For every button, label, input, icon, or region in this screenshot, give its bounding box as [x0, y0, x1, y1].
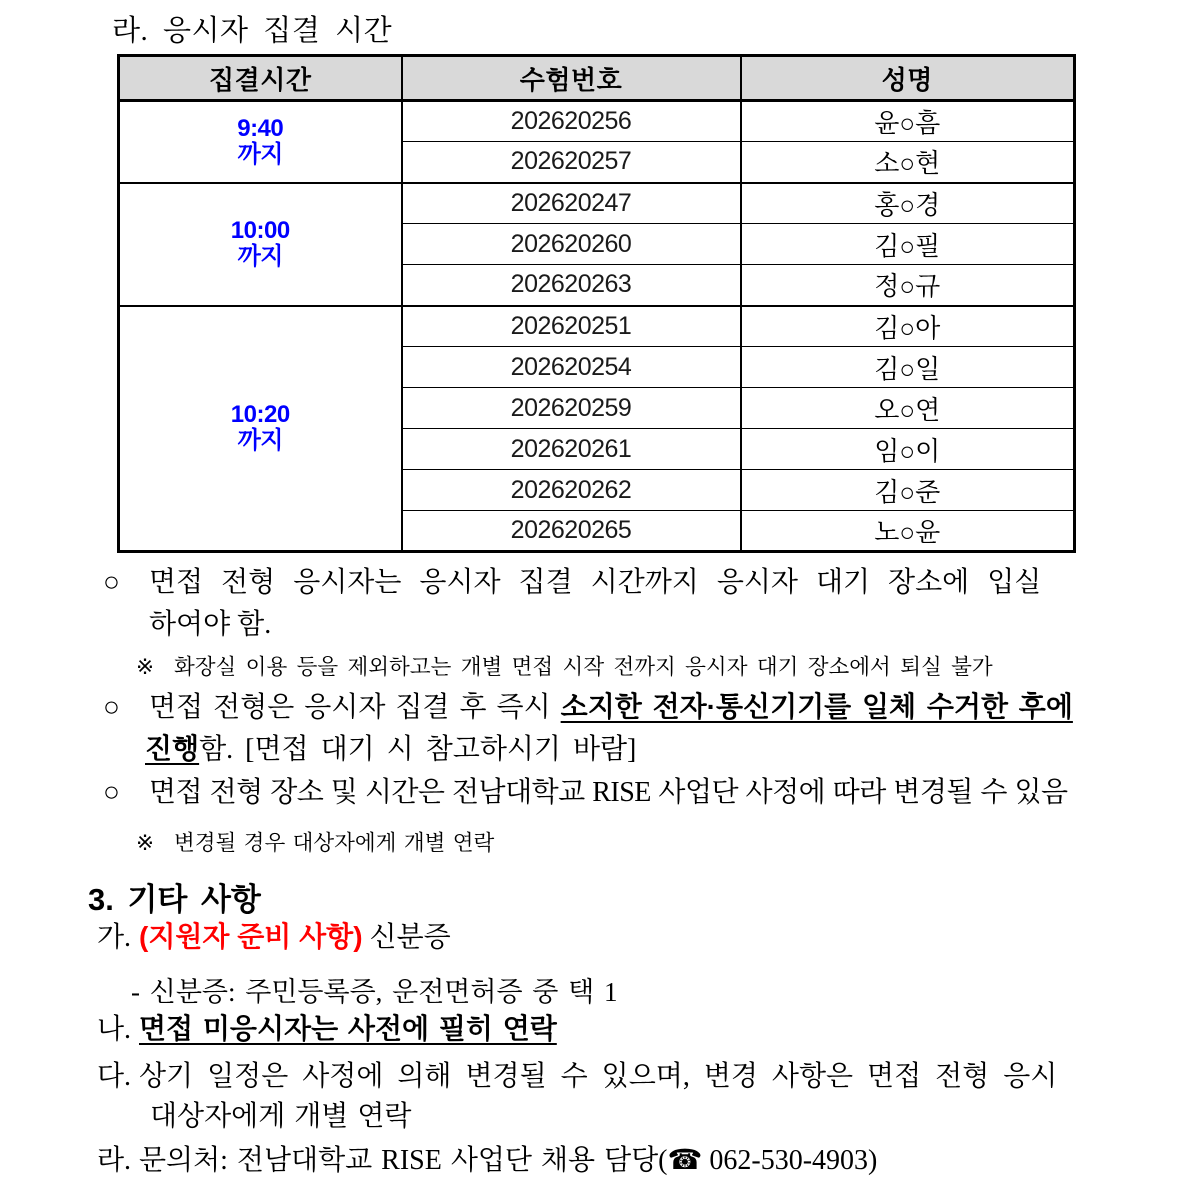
item-da-line1: 상기 일정은 사정에 의해 변경될 수 있으며, 변경 사항은 면접 전형 응시: [139, 1061, 1058, 1092]
exam-number: 202620265: [402, 511, 741, 552]
item-ga: [97, 920, 451, 955]
notice-entry-line1: 면접 전형 응시자는 응시자 집결 시간까지 응시자 대기 장소에 입실: [149, 567, 1042, 598]
assembly-time: 10:00: [230, 217, 290, 244]
notice-device-bold: 소지한 전자·통신기기를 일체 수거한 후에: [560, 691, 1073, 722]
note-no-exit: [136, 650, 993, 681]
notice-schedule-change: [103, 776, 1068, 810]
exam-number: 202620256: [402, 101, 741, 142]
col-header-name: 성명: [741, 56, 1075, 101]
notice-device-collection: [103, 690, 1073, 725]
candidate-name: 정○규: [741, 265, 1075, 306]
notice-entry-time: [103, 566, 1041, 600]
note-no-exit-text: 화장실 이용 등을 제외하고는 개별 면접 시작 전까지 응시자 대기 장소에서 퇴실 불가: [174, 655, 993, 679]
item-ga-sub: - 신분증: 주민등록증, 운전면허증 중 택 1: [131, 977, 618, 1007]
candidate-name: 임○이: [741, 429, 1075, 470]
notice-device-rest: 함. [면접 대기 시 참고하시기 바람]: [199, 734, 637, 765]
candidate-name: 김○필: [741, 224, 1075, 265]
item-da-line2: 대상자에게 개별 연락: [150, 1101, 412, 1132]
section-d-title: 라. 응시자 집결 시간: [112, 15, 393, 47]
item-na-label: 나.: [97, 1014, 132, 1045]
reference-mark-icon: ※: [136, 831, 155, 855]
candidate-name: 윤○흠: [741, 101, 1075, 142]
assembly-time: 10:20: [230, 401, 290, 429]
table-row: [119, 101, 1075, 142]
candidate-name: 소○현: [741, 142, 1075, 183]
circle-bullet-icon: ○: [103, 692, 120, 723]
candidate-name: 김○일: [741, 347, 1075, 388]
table-row: [119, 183, 1075, 224]
exam-number: 202620263: [402, 265, 741, 306]
table-header-row: [119, 56, 1075, 101]
section3-heading: 3. 기타 사항: [88, 882, 261, 917]
notice-schedule-change-text: 면접 전형 장소 및 시간은 전남대학교 RISE 사업단 사정에 따라 변경될 수 있음: [149, 777, 1068, 808]
exam-number: 202620259: [402, 388, 741, 429]
exam-number: 202620257: [402, 142, 741, 183]
time-cell-940: [119, 101, 402, 183]
note-individual-contact: [136, 826, 494, 857]
candidate-name: 오○연: [741, 388, 1075, 429]
notice-device-pre: 면접 전형은 응시자 집결 후 즉시: [149, 692, 561, 723]
item-na: [97, 1012, 557, 1047]
exam-number: 202620260: [402, 224, 741, 265]
assembly-time-suffix: 까지: [237, 243, 283, 270]
assembly-time: 9:40: [237, 114, 284, 142]
table-row: [119, 306, 1075, 347]
candidate-name: 김○준: [741, 470, 1075, 511]
exam-number: 202620251: [402, 306, 741, 347]
phone-icon: ☎: [667, 1145, 703, 1176]
item-ra-phone: 062-530-4903): [702, 1145, 878, 1176]
item-ga-rest: 신분증: [362, 922, 451, 953]
circle-bullet-icon: ○: [103, 777, 120, 808]
item-na-bold-text: 면접 미응시자는 사전에 필히 연락: [139, 1013, 557, 1044]
exam-number: 202620247: [402, 183, 741, 224]
exam-number: 202620261: [402, 429, 741, 470]
item-da: [97, 1060, 1057, 1094]
item-ga-label: 가.: [97, 922, 132, 953]
exam-number: 202620254: [402, 347, 741, 388]
reference-mark-icon: ※: [136, 655, 155, 679]
circle-bullet-icon: ○: [103, 567, 120, 598]
col-header-exam-number: 수험번호: [402, 56, 741, 101]
col-header-assembly-time: 집결시간: [119, 56, 402, 101]
time-cell-1020: [119, 306, 402, 552]
candidate-name: 김○아: [741, 306, 1075, 347]
item-ga-red-text: (지원자 준비 사항): [139, 921, 363, 952]
candidate-name: 홍○경: [741, 183, 1075, 224]
notice-entry-line2: 하여야 함.: [149, 609, 272, 640]
item-da-label: 다.: [97, 1061, 132, 1092]
candidate-name: 노○윤: [741, 511, 1075, 552]
item-ra-pre: 문의처: 전남대학교 RISE 사업단 채용 담당(: [139, 1145, 668, 1176]
item-ra: [97, 1144, 877, 1178]
assembly-time-suffix: 까지: [237, 140, 283, 168]
time-cell-1000: [119, 183, 402, 306]
assembly-time-table: [117, 54, 1076, 553]
item-ra-label: 라.: [97, 1145, 132, 1176]
exam-number: 202620262: [402, 470, 741, 511]
notice-device-bold2: 진행: [145, 733, 200, 764]
assembly-time-suffix: 까지: [237, 427, 283, 455]
notice-device-line2: [145, 732, 636, 767]
note-individual-contact-text: 변경될 경우 대상자에게 개별 연락: [174, 831, 495, 855]
